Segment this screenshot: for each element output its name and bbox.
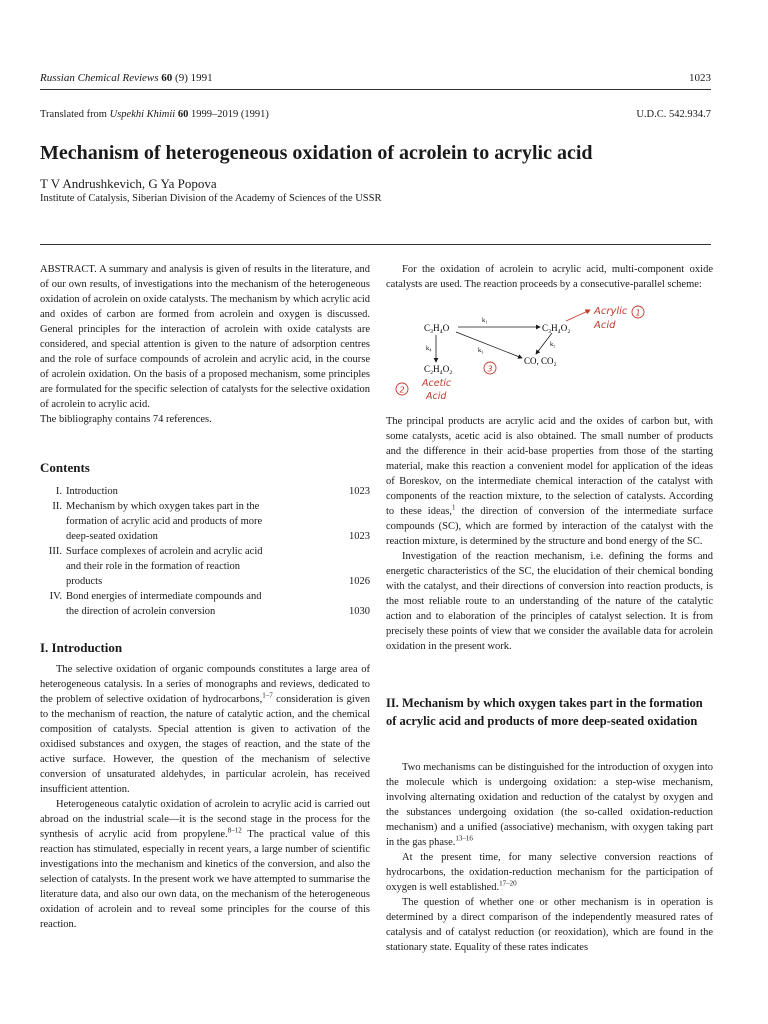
article-authors: T V Andrushkevich, G Ya Popova xyxy=(40,176,217,191)
toc-item-page: 1023 xyxy=(349,531,370,542)
handwritten-note-acid: Acid xyxy=(594,320,616,331)
translated-pages: 1999–2019 (1991) xyxy=(190,109,269,120)
species-acrolein: C₃H₄O xyxy=(424,323,450,333)
investigation-paragraph: Investigation of the reaction mechanism, i.e. defining the forms and energetic characteristics of the SC, the elucidation of their chemical bonding with the catalyst, and their directions of conversion into reaction products, is the most reliable route to an understanding of the nature of the catalytic action and to elaboration of the principles of catalyst selection. It is from precisely these points of view that we consider the available data for acrolein oxidation in the present work. xyxy=(386,551,713,652)
toc-item-title: Mechanism by which oxygen takes part in the formation of acrylic acid and products of more deep-seated oxidation xyxy=(66,501,263,542)
citation: 1–7 xyxy=(262,691,273,700)
table-of-contents xyxy=(40,484,370,619)
principal-text-a: The principal products are acrylic acid and the oxides of carbon but, with some catalysts, acetic acid is also obtained. The small number of products and the difference in their acid-base properties from those of the starting material, make this reaction a convenient model for application of the ideas of Boreskov, on the intermediate chemical interaction of the catalyst with components of the reaction mixture, to the selection of catalysts. According to these ideas, xyxy=(386,416,713,517)
toc-item[interactable] xyxy=(40,499,370,544)
citation: 1 xyxy=(452,503,456,512)
introduction-body xyxy=(40,662,370,932)
toc-item-number: II. xyxy=(52,501,62,512)
handwritten-arrow xyxy=(566,310,590,321)
rate-k1: k₁ xyxy=(482,317,488,324)
title-rule xyxy=(40,244,711,245)
toc-item-number: I. xyxy=(55,486,62,497)
citation: 8–12 xyxy=(227,826,242,835)
translated-prefix: Translated from xyxy=(40,109,110,120)
toc-item-number: IV. xyxy=(49,591,62,602)
toc-item-page: 1026 xyxy=(349,576,370,587)
intro-p1-text-b: consideration is given to the mechanism of reaction, the nature of catalytic action, and the chemical composition of catalysts. Special attention is given to activation of the oxidised substances and oxygen, the stages of reaction, and the state of the active surface. However, the question of the mechanism of selective conversion of unsaturated aldehydes, in particular acrolein, has received insufficient attention. xyxy=(40,694,370,795)
principal-products-paragraph xyxy=(386,414,713,549)
journal-issue-year: (9) 1991 xyxy=(175,72,213,84)
sec2-paragraph-2 xyxy=(386,850,713,895)
toc-item-title: Introduction xyxy=(66,486,118,497)
toc-item[interactable] xyxy=(40,484,370,499)
arrow-k3 xyxy=(456,332,522,358)
intro-p2-text-a: Heterogeneous catalytic oxidation of acrolein to acrylic acid is carried out abroad on the industrial scale—it is the second stage in the process for the synthesis of acrylic acid from propylene. xyxy=(40,799,370,840)
toc-item-page: 1023 xyxy=(349,486,370,497)
translated-journal: Uspekhi Khimii xyxy=(109,109,176,120)
contents-heading: Contents xyxy=(40,460,90,475)
article-institution: Institute of Catalysis, Siberian Division of the Academy of Sciences of the USSR xyxy=(40,193,382,204)
toc-item[interactable] xyxy=(40,544,370,589)
intro-p2-text-b: The practical value of this reaction has stimulated, especially in recent years, a large number of scientific investigations into the mechanism and kinetics of the conversion, and also the selection of catalysts. In the present work we have attempted to summarise the literature data, and also our own data, on the mechanism of the heterogeneous oxidation of acrolein and to reveal some principles for the course of this reaction. xyxy=(40,829,370,930)
udc-code: U.D.C. 542.934.7 xyxy=(636,109,711,120)
sec2-p2-text: At the present time, for many selective conversion reactions of hydrocarbons, the oxidation-reduction mechanism for the participation of oxygen is well established. xyxy=(386,852,713,893)
principal-text-b: the direction of conversion of the intermediate surface compounds (SC), which are formed by interaction of the catalyst with the reaction mixture, is determined by the structure and bond energy of the SC. xyxy=(386,506,713,547)
intro-p1-text-a: The selective oxidation of organic compounds constitutes a large area of heterogeneous catalysis. In a series of monographs and reviews, dedicated to the problem of selective oxidation of hydrocarbons, xyxy=(40,664,370,705)
abstract-text: ABSTRACT. A summary and analysis is given of results in the literature, and of our own results, of investigations into the mechanism of the heterogeneous oxidation of acrolein on oxide catalysts. The mechanism by which acrylic acid and oxides of carbon are formed from acrolein and oxygen is discussed. General principles for the interaction of acrolein with oxide catalysts are considered, and special attention is given to the nature of adsorption centres and the role of surface compounds of acrolein and acrylic acid, in the course of acrolein oxidation. On the basis of a proposed mechanism, some principles are formulated for the specific selection of catalysts for the selective oxidation of acrolein to acrylic acid. xyxy=(40,264,370,410)
reaction-scheme-diagram xyxy=(386,300,713,408)
rate-k2: k₂ xyxy=(550,341,556,348)
section-2-heading: II. Mechanism by which oxygen takes part in the formation of acrylic acid and products of more deep-seated oxidation xyxy=(386,696,703,728)
citation: 13–16 xyxy=(455,834,473,843)
intro-paragraph-1 xyxy=(40,662,370,797)
page-number: 1023 xyxy=(689,72,711,84)
right-column-body xyxy=(386,414,713,654)
citation: 17–20 xyxy=(499,879,517,888)
toc-item-title: Surface complexes of acrolein and acrylic acid and their role in the formation of reaction products xyxy=(66,546,263,587)
journal-volume: 60 xyxy=(161,72,173,84)
section-2-body xyxy=(386,760,713,955)
journal-header xyxy=(40,72,213,84)
abstract xyxy=(40,262,370,427)
species-acrylic-acid: C₃H₄O₂ xyxy=(542,323,571,333)
journal-name: Russian Chemical Reviews xyxy=(40,72,159,84)
intro-paragraph-2 xyxy=(40,797,370,932)
toc-item-title: Bond energies of intermediate compounds and the direction of acrolein conversion xyxy=(66,591,262,617)
scheme-intro xyxy=(386,262,713,292)
species-carbon-oxides: CO, CO₂ xyxy=(524,356,557,366)
toc-item-number: III. xyxy=(48,546,62,557)
species-acetic-acid: C₂H₄O₂ xyxy=(424,364,453,374)
handwritten-number-2: 2 xyxy=(399,385,405,395)
sec2-p1-text: Two mechanisms can be distinguished for the introduction of oxygen into the molecule which is undergoing oxidation: a step-wise mechanism, involving alternating oxidation and reduction of the catalyst by oxygen and the substances undergoing oxidation (the so-called oxidation-reduction mechanism) and a unified (associative) mechanism, with oxygen taking part in the gas phase. xyxy=(386,762,713,848)
toc-item[interactable] xyxy=(40,589,370,619)
handwritten-number-3: 3 xyxy=(487,364,493,374)
translated-volume: 60 xyxy=(177,109,189,120)
introduction-heading: I. Introduction xyxy=(40,640,123,655)
abstract-bibliography: The bibliography contains 74 references. xyxy=(40,414,212,425)
handwritten-note-acetic: Acetic xyxy=(422,378,452,389)
handwritten-number-1: 1 xyxy=(635,308,641,318)
scheme-intro-text: For the oxidation of acrolein to acrylic acid, multi-component oxide catalysts are used. The reaction proceeds by a consecutive-parallel scheme: xyxy=(386,264,713,290)
toc-item-page: 1030 xyxy=(349,606,370,617)
translated-from xyxy=(40,109,269,120)
article-title: Mechanism of heterogeneous oxidation of acrolein to acrylic acid xyxy=(40,142,593,164)
header-rule xyxy=(40,89,711,90)
sec2-paragraph-3: The question of whether one or other mechanism is in operation is determined by a direct comparison of the independently measured rates of catalysis and of catalyst reduction (or reoxidation), which are found in the stationary state. Equality of these rates indicates xyxy=(386,897,713,953)
handwritten-note-acetic-acid: Acid xyxy=(426,391,447,402)
rate-k3: k₃ xyxy=(478,347,484,354)
sec2-paragraph-1 xyxy=(386,760,713,850)
handwritten-note-acrylic: Acrylic xyxy=(594,306,628,317)
rate-k4: k₄ xyxy=(426,345,432,352)
